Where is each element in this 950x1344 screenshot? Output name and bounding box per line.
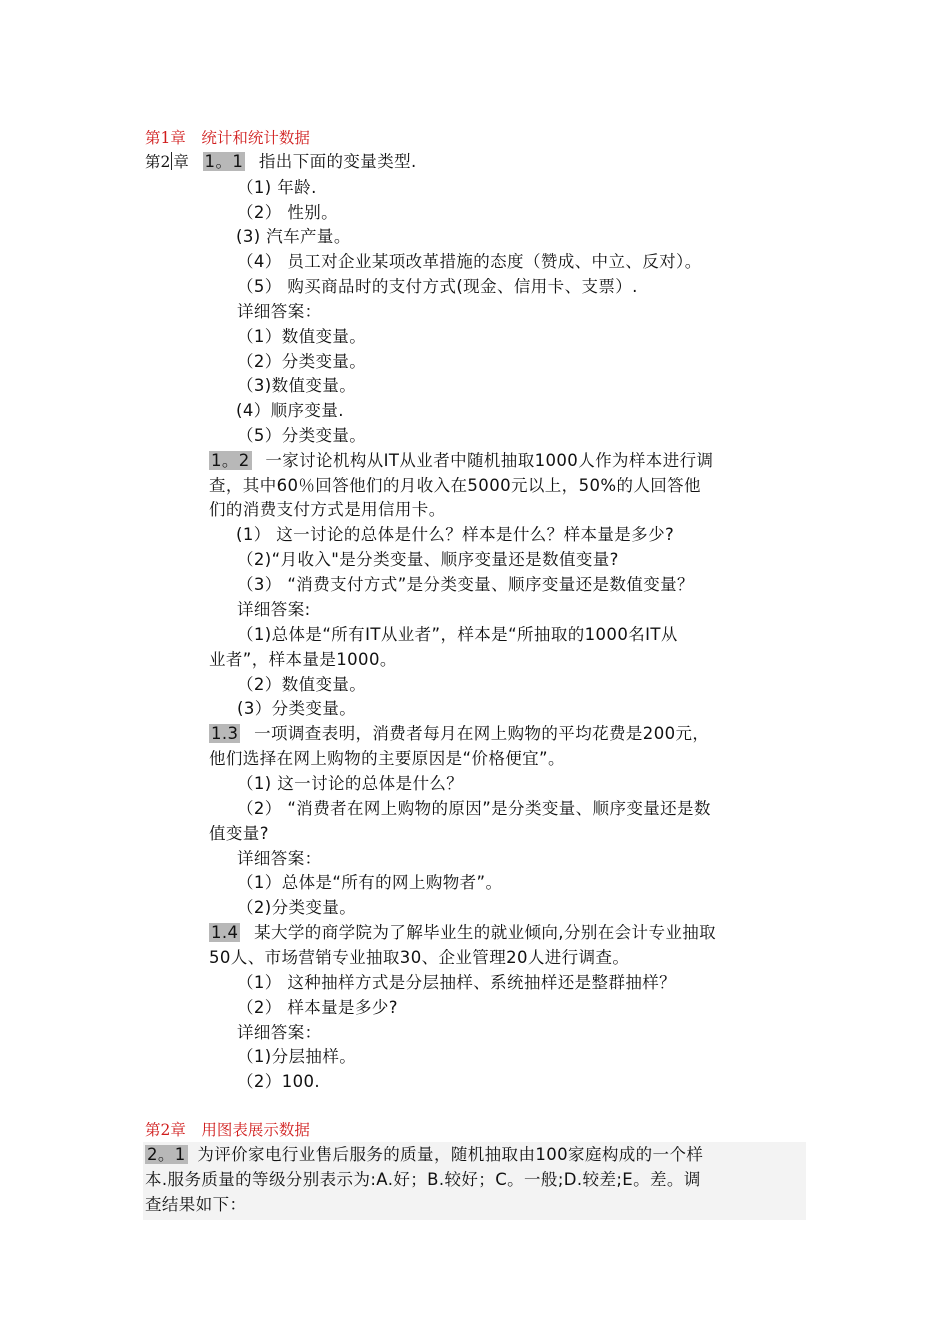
- answer-label: 详细答案：: [237, 1023, 322, 1042]
- question-number: 2。1: [147, 1145, 186, 1164]
- list-item: （2） 性别。: [237, 203, 339, 222]
- list-item: （1) 年龄.: [237, 178, 317, 197]
- answer-item: (3）分类变量。: [237, 699, 357, 718]
- list-item: (3) 汽车产量。: [236, 227, 351, 246]
- answer-item: （1)分层抽样。: [237, 1047, 357, 1066]
- answer-label: 详细答案:: [237, 600, 311, 619]
- question-text: 为评价家电行业售后服务的质量，随机抽取由100家庭构成的一个样: [197, 1145, 704, 1164]
- answer-item: （2）分类变量。: [237, 352, 367, 371]
- answer-item: （5）分类变量。: [237, 426, 367, 445]
- chapter-1-heading: 第1章 统计和统计数据: [145, 129, 310, 147]
- question-text: 指出下面的变量类型.: [258, 152, 417, 171]
- question-text: 某大学的商学院为了解毕业生的就业倾向,分别在会计专业抽取: [254, 923, 717, 942]
- question-text: 本.服务质量的等级分别表示为:A.好；B.较好；C。一般;D.较差;E。差。调: [145, 1170, 701, 1189]
- list-item: (1） 这一讨论的总体是什么？样本是什么？样本量是多少?: [236, 525, 675, 544]
- question-text: 查，其中60％回答他们的月收入在5000元以上，50%的人回答他: [209, 476, 701, 495]
- question-number: 1.4: [211, 923, 239, 942]
- list-item: 值变量?: [209, 824, 269, 843]
- question-text: 一项调查表明，消费者每月在网上购物的平均花费是200元，: [254, 724, 710, 743]
- question-text: 查结果如下：: [145, 1195, 247, 1214]
- answer-item: 业者”，样本量是1000。: [209, 650, 397, 669]
- question-text: 们的消费支付方式是用信用卡。: [209, 500, 446, 519]
- answer-item: （2）100.: [237, 1072, 321, 1091]
- list-item: （2） “消费者在网上购物的原因”是分类变量、顺序变量还是数: [237, 799, 711, 818]
- answer-item: (4）顺序变量.: [236, 401, 344, 420]
- answer-item: （2)分类变量。: [237, 898, 357, 917]
- answer-item: （2）数值变量。: [237, 675, 367, 694]
- question-text: 50人、市场营销专业抽取30、企业管理20人进行调查。: [209, 948, 630, 967]
- question-number: 1.3: [211, 724, 239, 743]
- question-1-1: [145, 150, 417, 174]
- list-item: （2)“月收入"是分类变量、顺序变量还是数值变量?: [237, 550, 619, 569]
- answer-item: （1）数值变量。: [237, 327, 367, 346]
- answer-item: （3)数值变量。: [237, 376, 357, 395]
- list-item: （1） 这种抽样方式是分层抽样、系统抽样还是整群抽样？: [237, 973, 677, 992]
- question-2-1: [145, 1143, 703, 1167]
- question-text: 一家讨论机构从IT从业者中随机抽取1000人作为样本进行调: [265, 451, 714, 470]
- question-1-3: [209, 722, 709, 746]
- list-item: （1) 这一讨论的总体是什么？: [237, 774, 464, 793]
- answer-label: 详细答案：: [237, 302, 322, 321]
- answer-label: 详细答案：: [237, 849, 322, 868]
- question-text: 他们选择在网上购物的主要原因是“价格便宜”。: [209, 749, 565, 768]
- question-1-2: [209, 449, 713, 473]
- question-number: 1。2: [211, 451, 250, 470]
- list-item: （4） 员工对企业某项改革措施的态度（赞成、中立、反对）。: [237, 252, 702, 271]
- list-item: （2） 样本量是多少?: [237, 998, 398, 1017]
- list-item: （5） 购买商品时的支付方式(现金、信用卡、支票）.: [237, 277, 638, 296]
- answer-item: （1)总体是“所有IT从业者”，样本是“所抽取的1000名IT从: [237, 625, 678, 644]
- chapter-2-prefix: 第2 章: [145, 153, 189, 171]
- question-1-4: [209, 921, 716, 945]
- answer-item: （1）总体是“所有的网上购物者”。: [237, 873, 503, 892]
- list-item: （3） “消费支付方式”是分类变量、顺序变量还是数值变量？: [237, 575, 694, 594]
- question-number: 1。1: [204, 152, 244, 171]
- chapter-2-heading: 第2章 用图表展示数据: [145, 1121, 310, 1139]
